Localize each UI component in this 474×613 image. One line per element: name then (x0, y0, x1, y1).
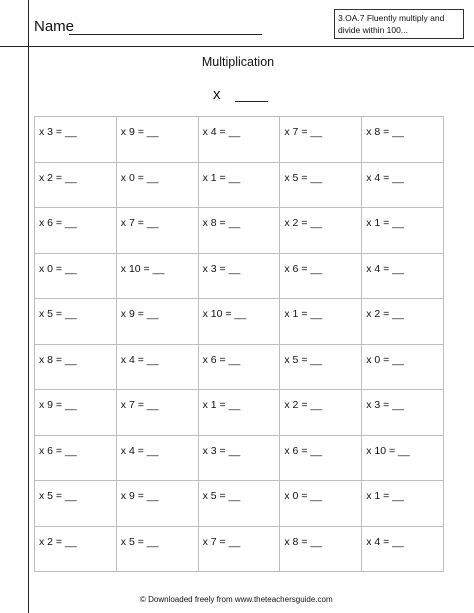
problem-cell[interactable]: x 6 = __ (198, 344, 280, 390)
problem-cell[interactable]: x 4 = __ (362, 253, 444, 299)
problem-cell[interactable]: x 6 = __ (280, 253, 362, 299)
problem-cell[interactable]: x 3 = __ (362, 390, 444, 436)
problem-cell[interactable]: x 9 = __ (35, 390, 117, 436)
problem-cell[interactable]: x 2 = __ (35, 162, 117, 208)
problem-row (35, 208, 444, 254)
problem-cell[interactable]: x 8 = __ (35, 344, 117, 390)
problem-grid (34, 116, 444, 572)
problem-cell[interactable]: x 4 = __ (362, 526, 444, 572)
problem-cell[interactable]: x 4 = __ (198, 117, 280, 163)
margin-line (28, 0, 29, 613)
problem-cell[interactable]: x 1 = __ (280, 299, 362, 345)
problem-cell[interactable]: x 7 = __ (116, 390, 198, 436)
name-label: Name (34, 18, 75, 35)
problem-cell[interactable]: x 8 = __ (362, 117, 444, 163)
problem-cell[interactable]: x 1 = __ (198, 162, 280, 208)
problem-row (35, 344, 444, 390)
problem-cell[interactable]: x 3 = __ (198, 435, 280, 481)
problem-cell[interactable]: x 7 = __ (116, 208, 198, 254)
multiplier-blank[interactable] (235, 101, 268, 102)
problem-row (35, 526, 444, 572)
problem-cell[interactable]: x 0 = __ (280, 481, 362, 527)
problem-cell[interactable]: x 4 = __ (116, 344, 198, 390)
name-field[interactable] (69, 34, 262, 35)
problem-cell[interactable]: x 2 = __ (280, 208, 362, 254)
problem-cell[interactable]: x 2 = __ (362, 299, 444, 345)
problem-cell[interactable]: x 10 = __ (198, 299, 280, 345)
problem-row (35, 117, 444, 163)
problem-cell[interactable]: x 0 = __ (35, 253, 117, 299)
header-divider (0, 46, 474, 47)
problem-cell[interactable]: x 5 = __ (198, 481, 280, 527)
problem-cell[interactable]: x 10 = __ (362, 435, 444, 481)
problem-cell[interactable]: x 7 = __ (198, 526, 280, 572)
problem-cell[interactable]: x 10 = __ (116, 253, 198, 299)
problem-row (35, 299, 444, 345)
problem-cell[interactable]: x 0 = __ (116, 162, 198, 208)
problem-cell[interactable]: x 8 = __ (198, 208, 280, 254)
problem-cell[interactable]: x 2 = __ (35, 526, 117, 572)
problem-cell[interactable]: x 1 = __ (198, 390, 280, 436)
problem-cell[interactable]: x 0 = __ (362, 344, 444, 390)
problem-cell[interactable]: x 9 = __ (116, 117, 198, 163)
problem-row (35, 481, 444, 527)
problem-cell[interactable]: x 9 = __ (116, 481, 198, 527)
problem-cell[interactable]: x 2 = __ (280, 390, 362, 436)
problem-cell[interactable]: x 1 = __ (362, 481, 444, 527)
problem-cell[interactable]: x 5 = __ (35, 481, 117, 527)
problem-row (35, 162, 444, 208)
problem-cell[interactable]: x 5 = __ (280, 162, 362, 208)
times-symbol: x (213, 86, 221, 103)
problem-cell[interactable]: x 6 = __ (280, 435, 362, 481)
problem-cell[interactable]: x 3 = __ (35, 117, 117, 163)
problem-cell[interactable]: x 4 = __ (362, 162, 444, 208)
problem-cell[interactable]: x 6 = __ (35, 435, 117, 481)
problem-cell[interactable]: x 5 = __ (280, 344, 362, 390)
problem-cell[interactable]: x 5 = __ (116, 526, 198, 572)
worksheet-title: Multiplication (201, 55, 275, 69)
problem-cell[interactable]: x 4 = __ (116, 435, 198, 481)
problem-cell[interactable]: x 1 = __ (362, 208, 444, 254)
problem-row (35, 253, 444, 299)
problem-cell[interactable]: x 3 = __ (198, 253, 280, 299)
problem-cell[interactable]: x 8 = __ (280, 526, 362, 572)
problem-cell[interactable]: x 6 = __ (35, 208, 117, 254)
problem-row (35, 435, 444, 481)
footer-credit: © Downloaded freely from www.theteachersguide.com (140, 595, 333, 604)
problem-row (35, 390, 444, 436)
problem-cell[interactable]: x 9 = __ (116, 299, 198, 345)
problem-cell[interactable]: x 5 = __ (35, 299, 117, 345)
problem-cell[interactable]: x 7 = __ (280, 117, 362, 163)
standard-box: 3.OA.7 Fluently multiply and divide within 100... (334, 9, 464, 39)
